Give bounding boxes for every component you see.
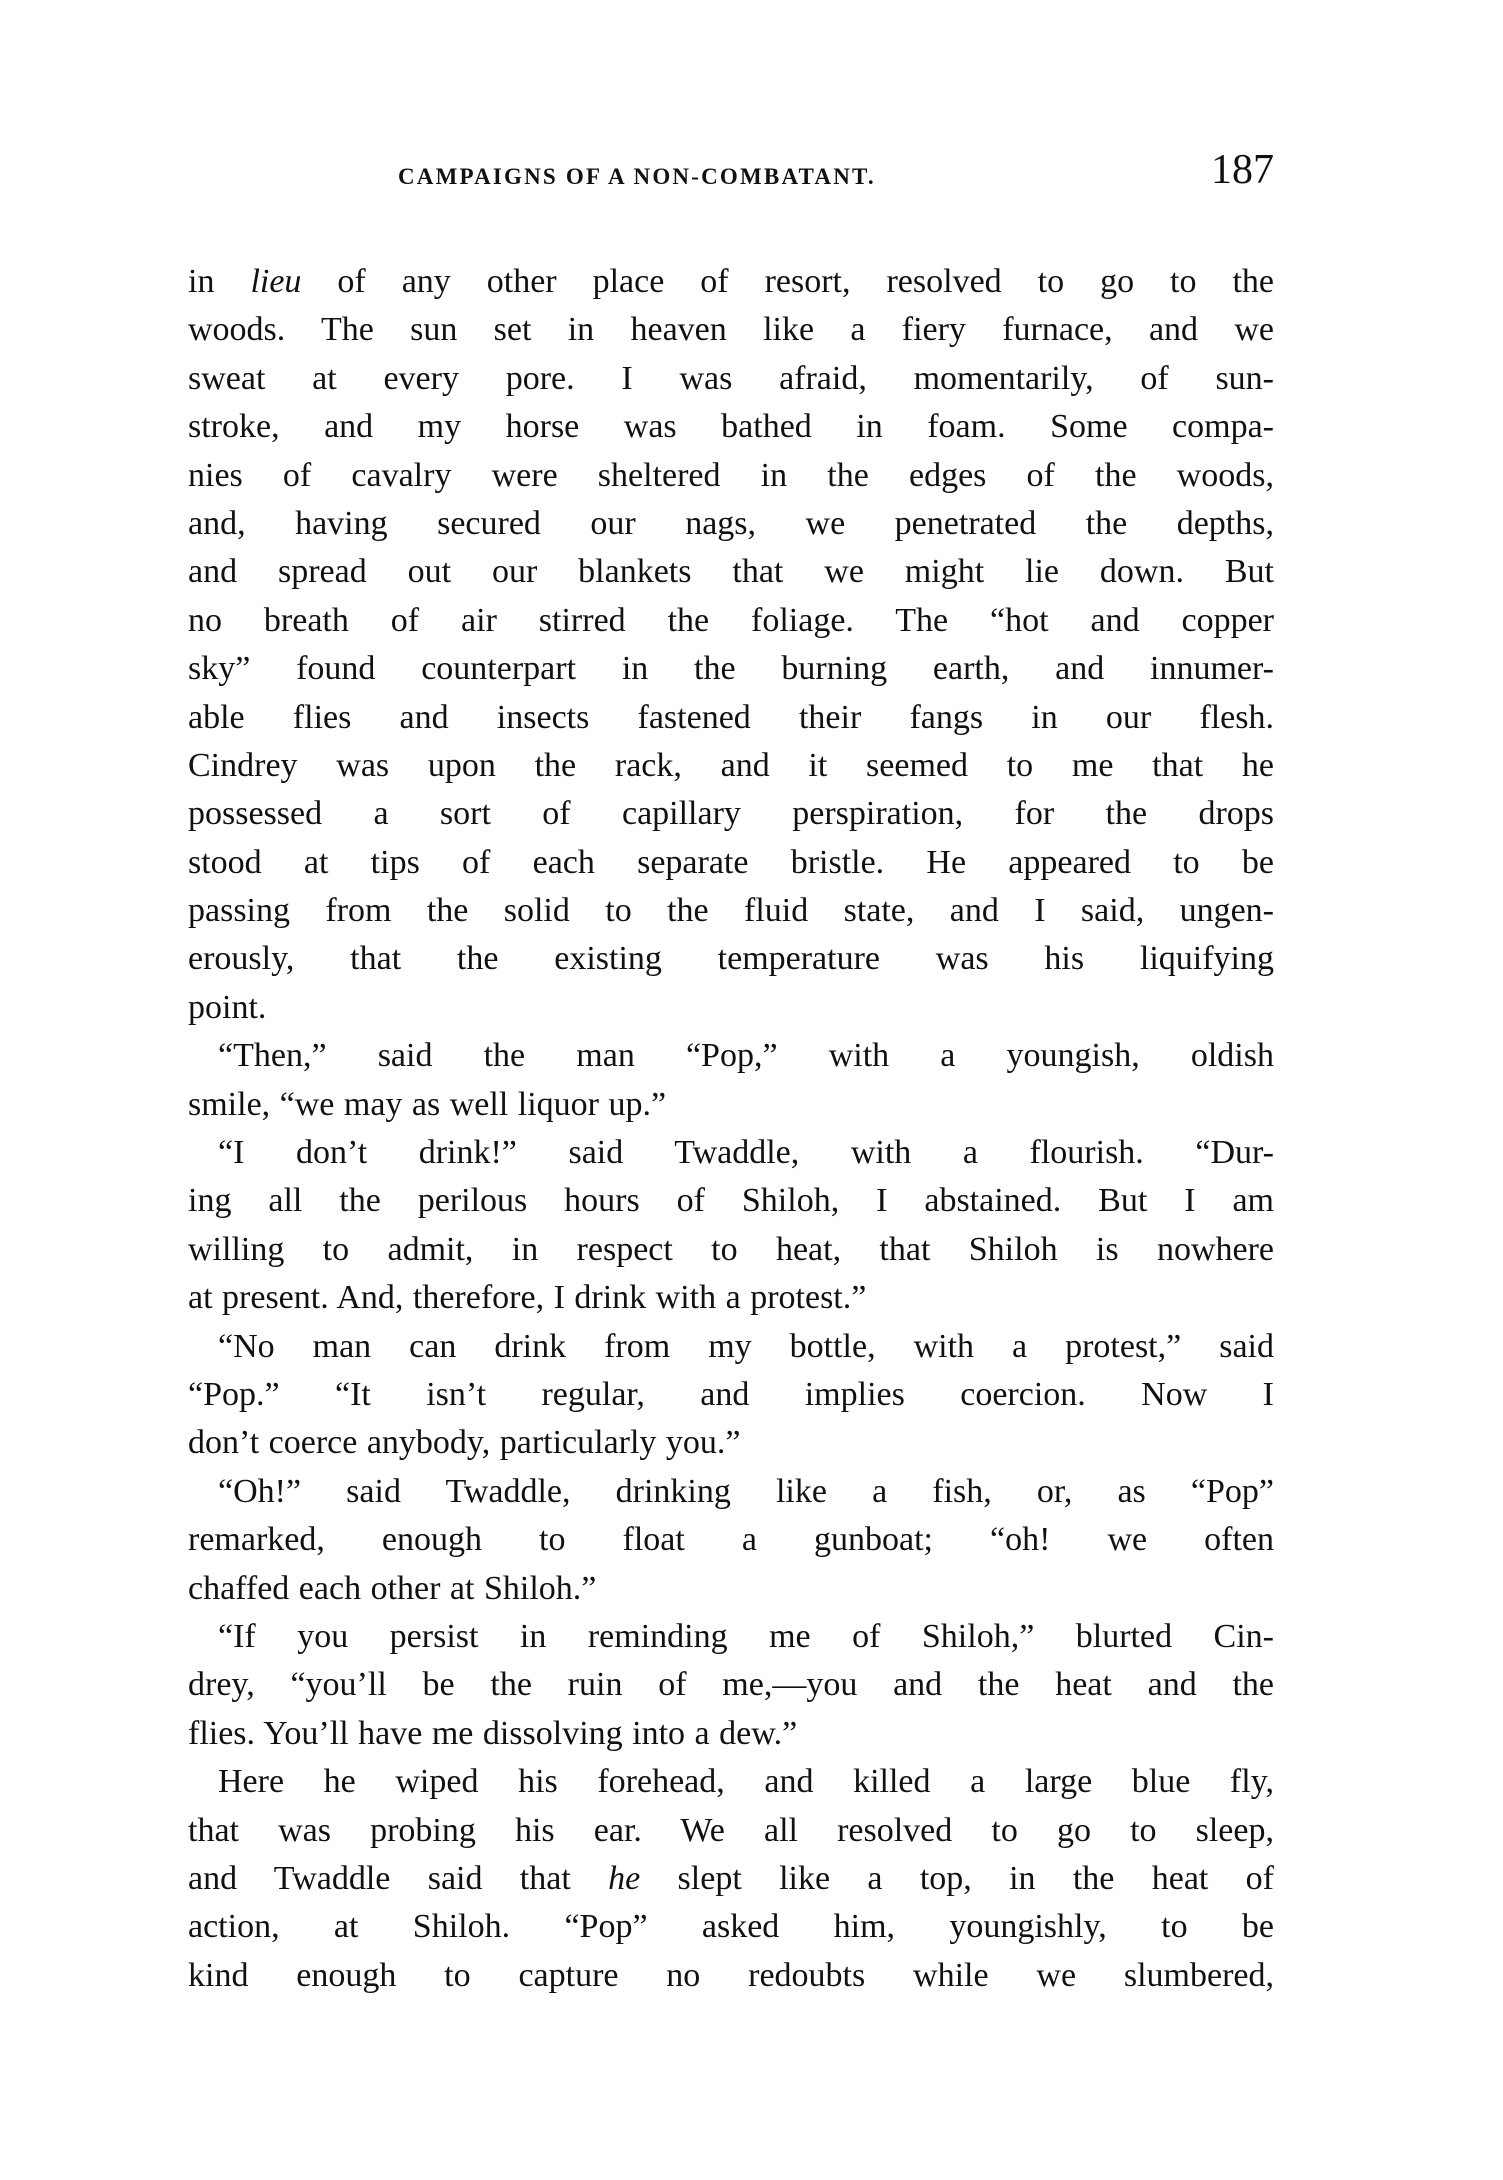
italic-text: lieu bbox=[250, 263, 302, 300]
text-run: that was probing his ear. We all resolved to go to sleep, bbox=[188, 1811, 1274, 1849]
text-line bbox=[188, 1565, 1274, 1613]
text-run: able flies and insects fastened their fangs in our flesh. bbox=[188, 698, 1274, 736]
text-run: kind enough to capture no redoubts while we slumbered, bbox=[188, 1956, 1274, 1994]
text-run: point. bbox=[188, 988, 267, 1026]
text-run: possessed a sort of capillary perspiration, for the drops bbox=[188, 795, 1274, 833]
text-line bbox=[188, 742, 1274, 790]
running-title: CAMPAIGNS OF A NON-COMBATANT. bbox=[398, 164, 876, 189]
text-line bbox=[188, 1661, 1274, 1709]
text-run: willing to admit, in respect to heat, that Shiloh is nowhere bbox=[188, 1230, 1274, 1268]
text-run: “Pop.” “It isn’t regular, and implies coercion. Now I bbox=[188, 1375, 1274, 1413]
text-run: stood at tips of each separate bristle. He appeared to be bbox=[188, 843, 1274, 881]
text-run: woods. The sun set in heaven like a fiery furnace, and we bbox=[188, 311, 1274, 349]
text-line bbox=[188, 1032, 1274, 1080]
text-line bbox=[188, 935, 1274, 983]
text-line bbox=[188, 1710, 1274, 1758]
text-run: erously, that the existing temperature was his liquifying bbox=[188, 940, 1274, 978]
text-run: nies of cavalry were sheltered in the edges of the woods, bbox=[188, 456, 1274, 494]
text-line bbox=[188, 1855, 1274, 1903]
text-line bbox=[188, 1952, 1274, 2000]
text-line bbox=[188, 1323, 1274, 1371]
text-line bbox=[188, 403, 1274, 451]
text-line bbox=[188, 1758, 1274, 1806]
text-line bbox=[188, 790, 1274, 838]
page-number: 187 bbox=[1211, 147, 1274, 193]
text-line bbox=[188, 1177, 1274, 1225]
text-line bbox=[188, 355, 1274, 403]
text-line bbox=[188, 1903, 1274, 1951]
text-run: flies. You’ll have me dissolving into a dew.” bbox=[188, 1714, 798, 1752]
text-run: chaffed each other at Shiloh.” bbox=[188, 1569, 597, 1607]
text-run: sky” found counterpart in the burning earth, and innumer- bbox=[188, 650, 1274, 688]
text-run: “Then,” said the man “Pop,” with a youngish, oldish bbox=[218, 1037, 1274, 1075]
text-line bbox=[188, 452, 1274, 500]
text-run: Here he wiped his forehead, and killed a large blue fly, bbox=[218, 1763, 1274, 1801]
text-run: at present. And, therefore, I drink with a protest.” bbox=[188, 1279, 867, 1317]
text-run: of any other place of resort, resolved to go to the bbox=[301, 263, 1275, 300]
body-text bbox=[188, 258, 1274, 2000]
text-line bbox=[188, 1274, 1274, 1322]
text-line bbox=[188, 984, 1274, 1032]
text-run: “If you persist in reminding me of Shiloh,” blurted Cin- bbox=[218, 1617, 1274, 1655]
text-line bbox=[188, 1468, 1274, 1516]
text-run: “Oh!” said Twaddle, drinking like a fish, or, as “Pop” bbox=[218, 1472, 1274, 1510]
text-line bbox=[188, 1226, 1274, 1274]
text-line bbox=[188, 548, 1274, 596]
text-run: remarked, enough to float a gunboat; “oh! we often bbox=[188, 1521, 1274, 1559]
text-run: Cindrey was upon the rack, and it seemed to me that he bbox=[188, 746, 1274, 784]
text-run: “I don’t drink!” said Twaddle, with a flourish. “Dur- bbox=[218, 1134, 1274, 1172]
text-run: in bbox=[188, 263, 251, 300]
text-line bbox=[188, 694, 1274, 742]
text-line bbox=[188, 887, 1274, 935]
text-run: passing from the solid to the fluid state, and I said, ungen- bbox=[188, 892, 1274, 930]
italic-text: he bbox=[608, 1859, 641, 1897]
text-run: slept like a top, in the heat of bbox=[640, 1859, 1275, 1897]
text-line bbox=[188, 597, 1274, 645]
text-line bbox=[188, 1613, 1274, 1661]
text-run: no breath of air stirred the foliage. The “hot and copper bbox=[188, 601, 1274, 639]
text-line bbox=[188, 1129, 1274, 1177]
text-line bbox=[188, 306, 1274, 354]
text-line bbox=[188, 1419, 1274, 1467]
text-line bbox=[188, 1516, 1274, 1564]
text-line bbox=[188, 839, 1274, 887]
text-line bbox=[188, 645, 1274, 693]
running-header bbox=[188, 148, 1274, 196]
text-run: “No man can drink from my bottle, with a protest,” said bbox=[218, 1327, 1274, 1365]
text-line bbox=[188, 1081, 1274, 1129]
text-run: ing all the perilous hours of Shiloh, I abstained. But I am bbox=[188, 1182, 1274, 1220]
text-line bbox=[188, 500, 1274, 548]
text-run: and, having secured our nags, we penetrated the depths, bbox=[188, 504, 1274, 542]
text-line bbox=[188, 1807, 1274, 1855]
text-line bbox=[188, 1371, 1274, 1419]
text-run: stroke, and my horse was bathed in foam. Some compa- bbox=[188, 408, 1274, 446]
text-run: smile, “we may as well liquor up.” bbox=[188, 1085, 667, 1123]
text-run: sweat at every pore. I was afraid, momentarily, of sun- bbox=[188, 359, 1274, 397]
text-run: action, at Shiloh. “Pop” asked him, youngishly, to be bbox=[188, 1908, 1274, 1946]
text-line bbox=[188, 258, 1274, 306]
text-run: don’t coerce anybody, particularly you.” bbox=[188, 1424, 741, 1462]
text-run: drey, “you’ll be the ruin of me,—you and the heat and the bbox=[188, 1666, 1274, 1704]
text-run: and Twaddle said that bbox=[188, 1859, 609, 1897]
text-run: and spread out our blankets that we might lie down. But bbox=[188, 553, 1274, 591]
